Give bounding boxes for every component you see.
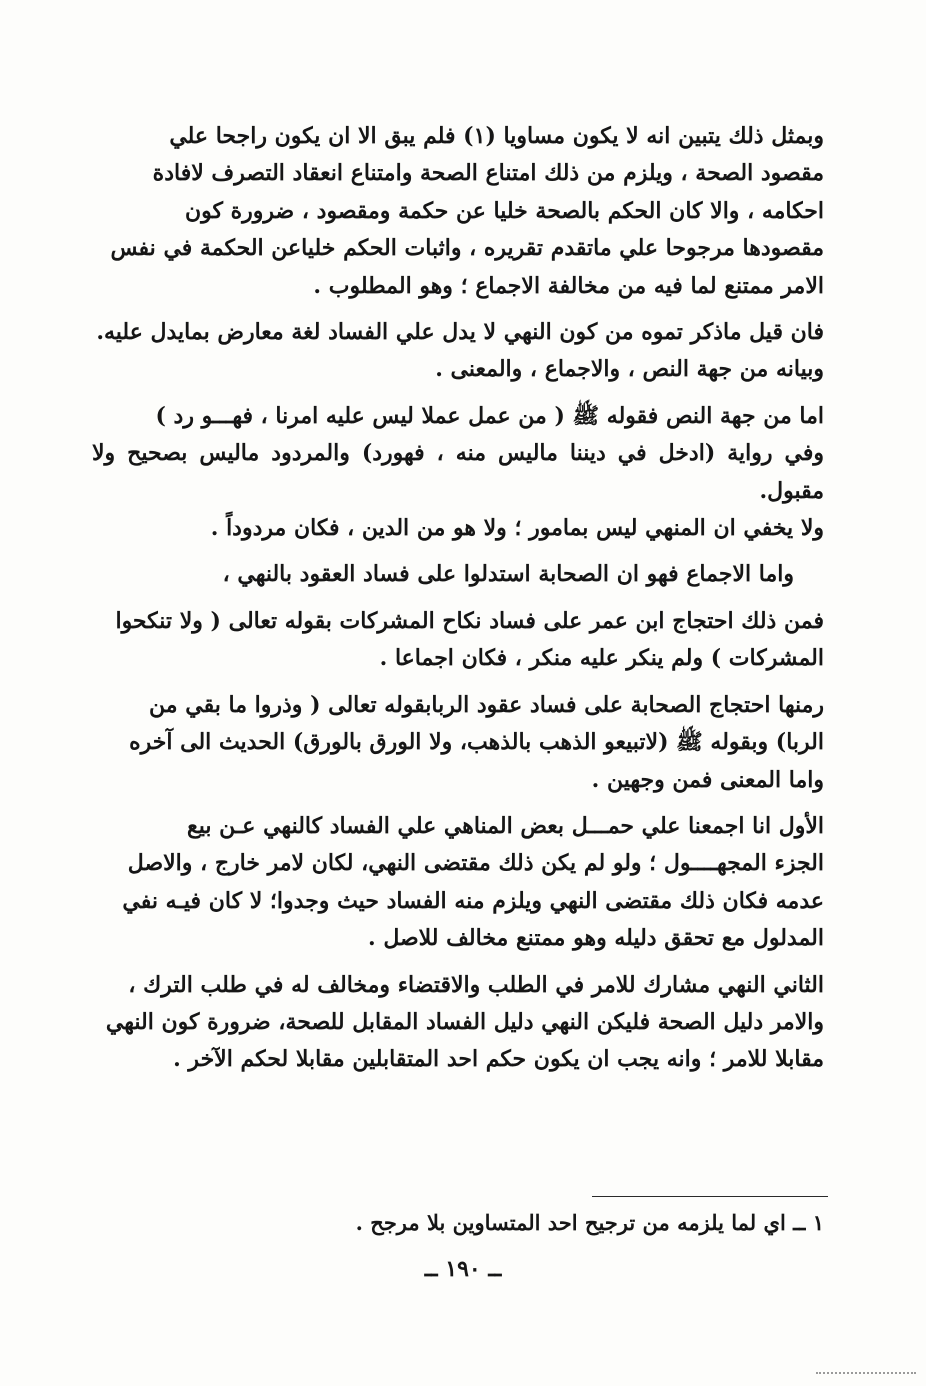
text-line: مقصودها مرجوحا علي ماتقدم تقريره ، واثبات الحكم خلياعن الحكمة في نفس (110, 235, 824, 262)
paragraph-3 (92, 398, 824, 548)
paragraph-8 (92, 967, 824, 1079)
text-line: الأول انا اجمعنا علي حمـــل بعض المناهي علي الفساد كالنهي عـن بيع (186, 812, 824, 839)
text-line: المدلول مع تحقق دليله وهو ممتنع مخالف للاصل . (368, 925, 824, 952)
footnote-divider (592, 1196, 828, 1197)
text-line: اما من جهة النص فقوله ﷺ ( من عمل عملا ليس عليه امرنا ، فهـــو رد ) (155, 402, 824, 429)
text-line: احكامه ، والا كان الحكم بالصحة خليا عن حكمة ومقصود ، ضرورة كون (184, 197, 824, 224)
text-line: المشركات ) ولم ينكر عليه منكر ، فكان اجماعا . (379, 645, 824, 672)
text-line: وبمثل ذلك يتبين انه لا يكون مساويا (١) فلم يبق الا ان يكون راجحا علي (169, 123, 824, 149)
text-line: الامر ممتنع لما فيه من مخالفة الاجماع ؛ وهو المطلوب . (313, 272, 824, 299)
text-line: وفي رواية (ادخل في ديننا ماليس منه ، فهورد) والمردود ماليس بصحيح ولا مقبول. (92, 440, 824, 504)
text-line: ولا يخفي ان المنهي ليس بمامور ؛ ولا هو من الدين ، فكان مردوداً . (210, 515, 824, 542)
text-line: مقابلا للامر ؛ وانه يجب ان يكون حكم احد المتقابلين مقابلا لحكم الآخر . (173, 1046, 824, 1073)
text-line: الجزء المجهــــول ؛ ولو لم يكن ذلك مقتضى النهي، لكان لامر خارج ، والاصل (127, 850, 824, 877)
scan-edge-marks (816, 1372, 916, 1380)
main-text (92, 118, 824, 1079)
paragraph-1 (92, 118, 824, 305)
paragraph-5 (92, 603, 824, 678)
text-line: عدمه فكان ذلك مقتضى النهي ويلزم منه الفساد حيث وجدوا؛ لا كان فيـه نفي (122, 887, 824, 914)
text-line: رمنها احتجاج الصحابة على فساد عقود الربابقوله تعالى ( وذروا ما بقي من (149, 691, 824, 718)
text-line: الثاني النهي مشارك للامر في الطلب والاقتضاء ومخالف له في طلب الترك ، (128, 971, 824, 998)
footnote: ١ ــ اي لما يلزمه من ترجيح احد المتساوين بلا مرجح . (355, 1210, 824, 1235)
text-line: واما المعنى فمن وجهين . (591, 766, 824, 793)
text-line: فان قيل ماذكر تموه من كون النهي لا يدل علي الفساد لغة معارض بمايدل عليه. (96, 319, 824, 346)
text-line: واما الاجماع فهو ان الصحابة استدلوا على فساد العقود بالنهي ، (222, 561, 794, 588)
text-line: الربا) وبقوله ﷺ (لاتبيعو الذهب بالذهب، ولا الورق بالورق) الحديث الى آخره (129, 729, 824, 756)
text-line: والامر دليل الصحة فليكن النهي دليل الفساد المقابل للصحة، ضرورة كون النهي (105, 1008, 824, 1035)
paragraph-6 (92, 687, 824, 799)
paragraph-2 (92, 314, 824, 389)
text-line: وبيانه من جهة النص ، والاجماع ، والمعنى . (435, 356, 824, 383)
page-number: ــ ١٩٠ ــ (424, 1256, 502, 1282)
paragraph-4 (92, 556, 824, 593)
paragraph-7 (92, 808, 824, 958)
text-line: فمن ذلك احتجاج ابن عمر على فساد نكاح المشركات بقوله تعالى ( ولا تنكحوا (115, 607, 824, 634)
text-line: مقصود الصحة ، ويلزم من ذلك امتناع الصحة وامتناع انعقاد التصرف لافادة (152, 160, 824, 187)
